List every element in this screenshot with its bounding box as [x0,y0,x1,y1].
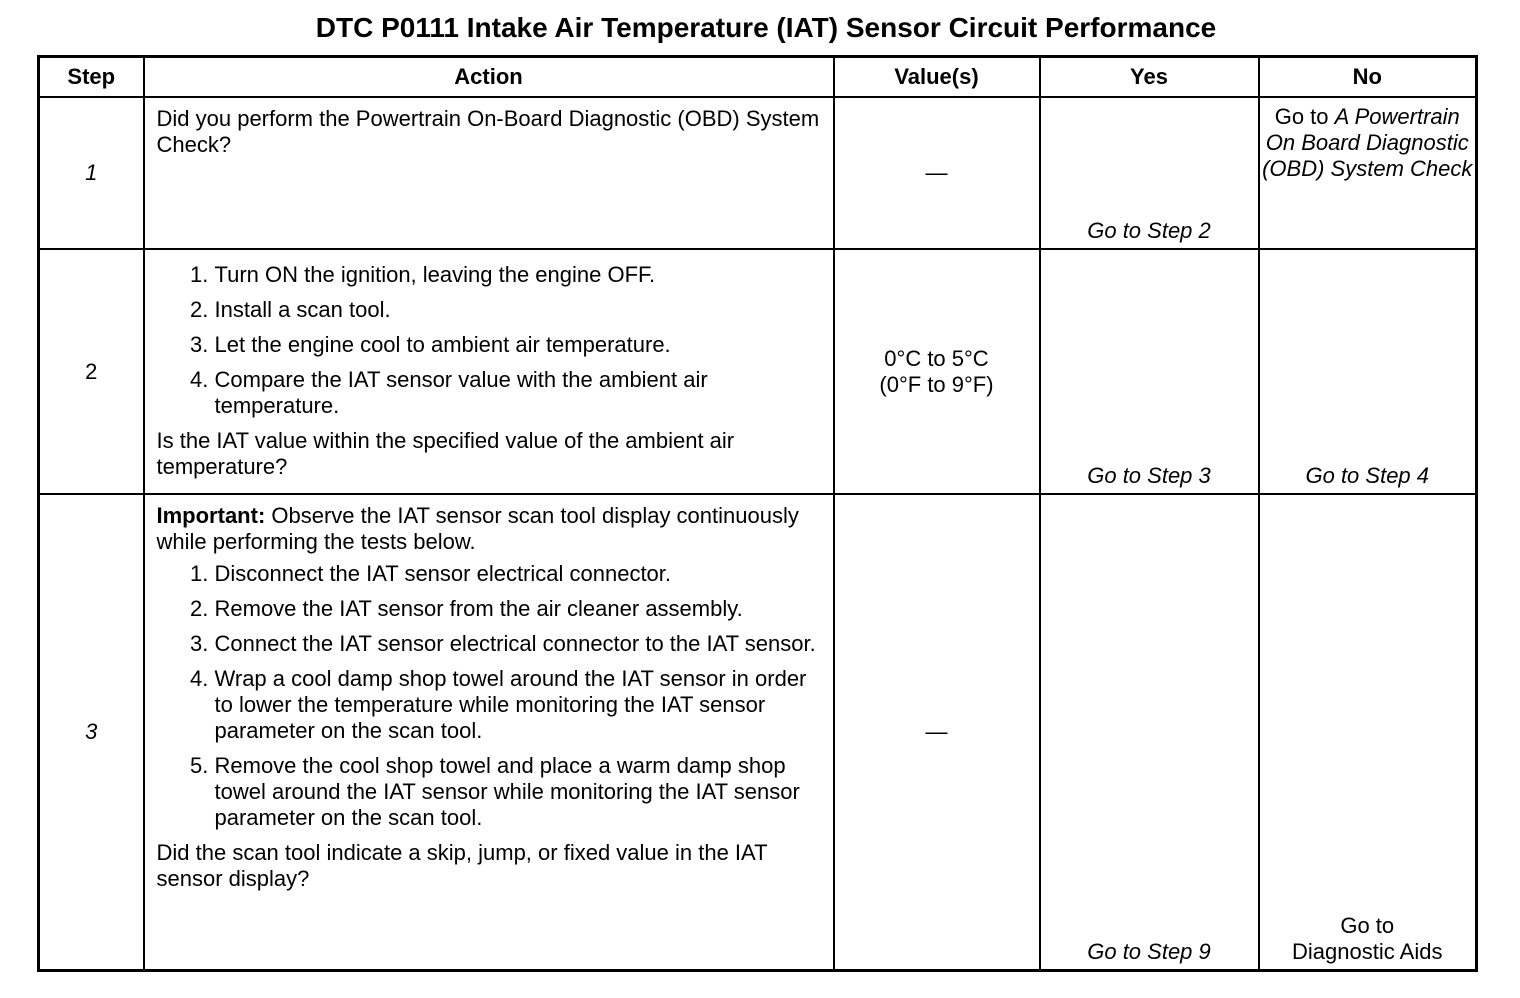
list-item: 1. Disconnect the IAT sensor electrical connector. [215,561,821,587]
value-cell [834,249,1040,494]
action-question: Did the scan tool indicate a skip, jump, or fixed value in the IAT sensor display? [156,840,768,891]
action-question: Did you perform the Powertrain On-Board Diagnostic (OBD) System Check? [156,106,820,157]
no-target-line1: Go to [1340,912,1395,938]
no-target [1260,913,1476,965]
header-step: Step [39,57,144,98]
no-cell [1259,494,1477,970]
step-number: 2 [39,249,144,494]
list-item: 2. Remove the IAT sensor from the air cleaner assembly. [215,596,821,622]
list-item: 4. Compare the IAT sensor value with the ambient air temperature. [215,367,821,419]
value-cell: — [834,97,1040,249]
yes-target: Go to Step 9 [1087,938,1211,964]
table-row [39,494,1477,970]
table-row [39,249,1477,494]
value-cell: — [834,494,1040,970]
table-header-row [39,57,1477,98]
important-text: Observe the IAT sensor scan tool display continuously while performing the tests below. [156,503,799,554]
no-target-link: A Powertrain On Board Diagnostic (OBD) System Check [1262,104,1473,181]
procedure-list [157,561,821,831]
procedure-list [157,262,821,419]
important-label: Important: [156,503,266,528]
no-target [1260,98,1476,182]
no-target-line2: Diagnostic Aids [1292,938,1443,964]
list-item: 3. Connect the IAT sensor electrical connector to the IAT sensor. [215,631,821,657]
value-celsius: 0°C to 5°C [884,345,989,371]
table-row [39,97,1477,249]
yes-cell [1040,494,1259,970]
list-item: 2. Install a scan tool. [215,297,821,323]
action-question: Is the IAT value within the specified value of the ambient air temperature? [156,428,735,479]
yes-cell [1040,249,1259,494]
page-title: DTC P0111 Intake Air Temperature (IAT) Sensor Circuit Performance [315,12,1217,43]
header-action: Action [144,57,834,98]
list-item: 3. Let the engine cool to ambient air temperature. [215,332,821,358]
header-values: Value(s) [834,57,1040,98]
no-cell [1259,249,1477,494]
yes-cell [1040,97,1259,249]
header-yes: Yes [1040,57,1259,98]
diagnostic-table [37,55,1478,972]
yes-target: Go to Step 3 [1087,463,1211,488]
list-item: 1. Turn ON the ignition, leaving the engine OFF. [215,262,821,288]
list-item: 4. Wrap a cool damp shop towel around the IAT sensor in order to lower the temperature while monitoring the IAT sensor parameter on the scan tool. [215,666,821,744]
step-number: 3 [39,494,144,970]
step-number: 1 [39,97,144,249]
list-item: 5. Remove the cool shop towel and place a warm damp shop towel around the IAT sensor while monitoring the IAT sensor parameter on the scan tool. [215,753,821,831]
no-prefix: Go to [1274,104,1329,129]
header-no: No [1259,57,1477,98]
value-fahrenheit: (0°F to 9°F) [879,371,994,397]
no-cell [1259,97,1477,249]
no-target: Go to Step 4 [1305,463,1430,488]
important-note [157,503,821,555]
action-cell [144,494,834,970]
action-cell [144,97,834,249]
yes-target: Go to Step 2 [1087,218,1211,243]
action-cell [144,249,834,494]
